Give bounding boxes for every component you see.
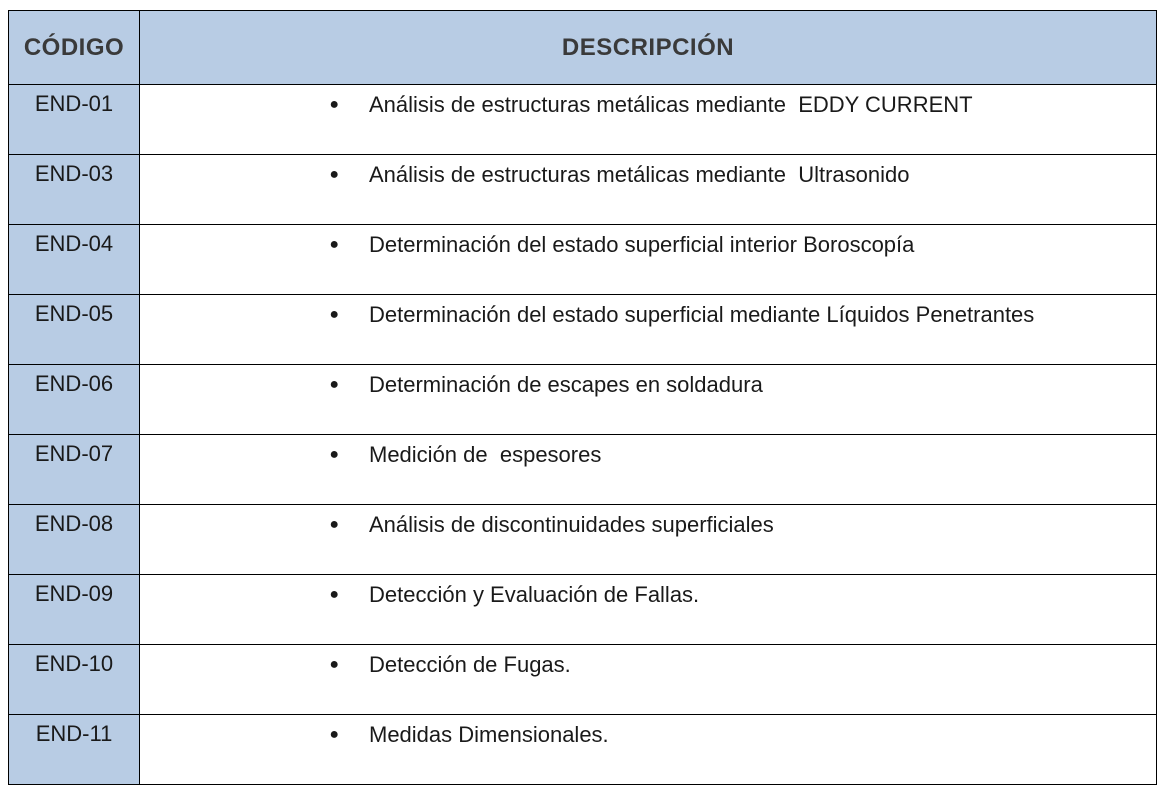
bullet-icon: ●	[329, 656, 339, 673]
header-code: CÓDIGO	[9, 11, 140, 85]
table-row	[9, 85, 1157, 155]
table-body	[9, 85, 1157, 785]
row-description: Medidas Dimensionales.	[369, 722, 609, 747]
row-description: Análisis de estructuras metálicas mediante EDDY CURRENT	[369, 92, 973, 117]
row-description-cell	[140, 575, 1157, 645]
row-description-cell	[140, 365, 1157, 435]
row-code: END-03	[9, 155, 140, 225]
row-description: Determinación de escapes en soldadura	[369, 372, 763, 397]
row-code: END-11	[9, 715, 140, 785]
row-code: END-06	[9, 365, 140, 435]
row-description-cell	[140, 505, 1157, 575]
row-description-cell	[140, 645, 1157, 715]
table-row	[9, 365, 1157, 435]
row-code: END-08	[9, 505, 140, 575]
row-code: END-07	[9, 435, 140, 505]
row-code: END-09	[9, 575, 140, 645]
table-row	[9, 435, 1157, 505]
header-description: DESCRIPCIÓN	[140, 11, 1157, 85]
row-description-cell	[140, 715, 1157, 785]
row-description-cell	[140, 155, 1157, 225]
row-code: END-01	[9, 85, 140, 155]
bullet-icon: ●	[329, 446, 339, 463]
row-description: Determinación del estado superficial interior Boroscopía	[369, 232, 915, 257]
bullet-icon: ●	[329, 306, 339, 323]
bullet-icon: ●	[329, 726, 339, 743]
row-description: Determinación del estado superficial mediante Líquidos Penetrantes	[369, 302, 1035, 327]
row-description-cell	[140, 85, 1157, 155]
row-description: Medición de espesores	[369, 442, 602, 467]
row-description-cell	[140, 225, 1157, 295]
bullet-icon: ●	[329, 516, 339, 533]
table-row	[9, 155, 1157, 225]
table-header-row	[9, 11, 1157, 85]
row-description: Análisis de discontinuidades superficiales	[369, 512, 774, 537]
bullet-icon: ●	[329, 166, 339, 183]
row-description: Detección y Evaluación de Fallas.	[369, 582, 700, 607]
table-row	[9, 645, 1157, 715]
table-row	[9, 715, 1157, 785]
bullet-icon: ●	[329, 236, 339, 253]
bullet-icon: ●	[329, 586, 339, 603]
bullet-icon: ●	[329, 96, 339, 113]
row-code: END-05	[9, 295, 140, 365]
row-code: END-10	[9, 645, 140, 715]
table-row	[9, 295, 1157, 365]
row-description: Detección de Fugas.	[369, 652, 571, 677]
services-table	[8, 10, 1157, 785]
row-description: Análisis de estructuras metálicas mediante Ultrasonido	[369, 162, 910, 187]
bullet-icon: ●	[329, 376, 339, 393]
table-row	[9, 505, 1157, 575]
row-description-cell	[140, 435, 1157, 505]
table-row	[9, 575, 1157, 645]
row-description-cell	[140, 295, 1157, 365]
table-row	[9, 225, 1157, 295]
row-code: END-04	[9, 225, 140, 295]
